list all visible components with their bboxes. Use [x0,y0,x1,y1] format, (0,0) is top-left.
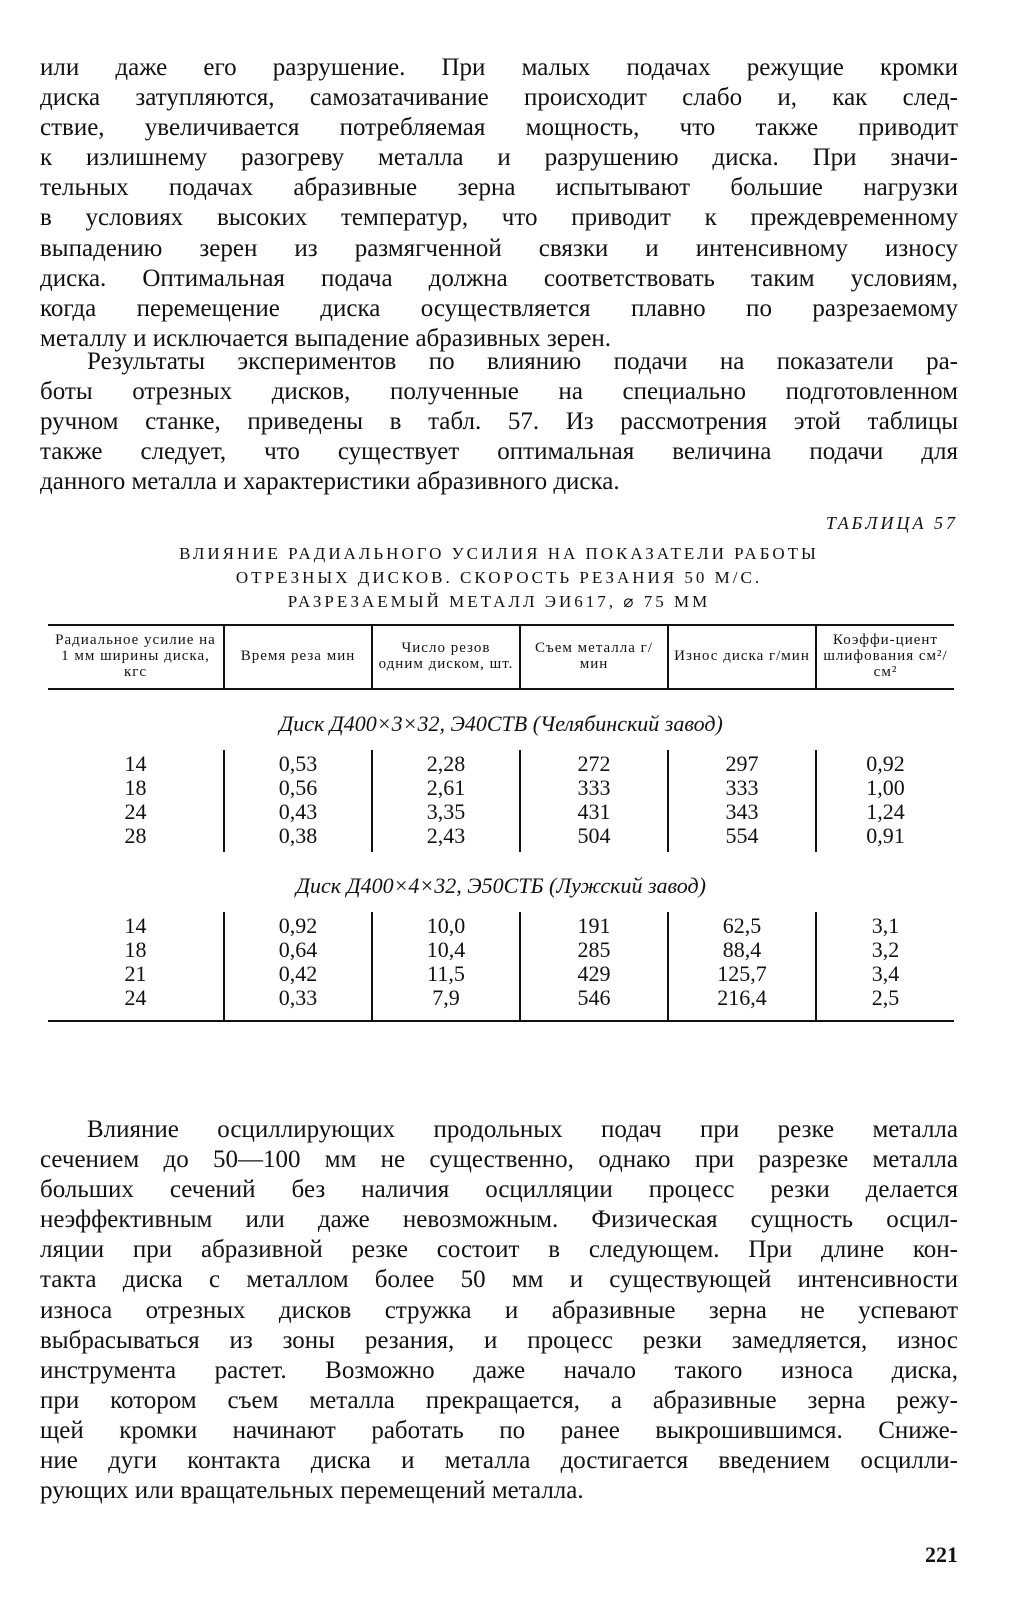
text-line: Результаты экспериментов по влиянию подачи на показатели ра- [87,348,958,375]
table-title [40,542,958,614]
column-header: Число резов одним диском, шт. [372,625,520,689]
table-cell: 125,7 [668,962,816,986]
table-cell: 285 [520,938,668,962]
paragraph-2 [40,347,958,497]
text-line: также следует, что существует оптимальная величина подачи для [40,438,958,466]
table-cell: 3,35 [372,800,520,824]
table-cell: 0,33 [224,986,372,1021]
text-line: больших сечений без наличия осцилляции процесс резки делается [40,1176,958,1204]
table-cell: 216,4 [668,986,816,1021]
text-line: данного металла и характеристики абразивного диска. [40,468,620,496]
text-line: диска. Оптимальная подача должна соответствовать таким условиям, [40,264,958,292]
table-cell: 2,61 [372,776,520,800]
column-header: Радиальное усилие на 1 мм ширины диска, кгс [48,625,224,689]
column-header: Износ диска г/мин [668,625,816,689]
text-line: ляции при абразивной резке состоит в следующем. При длине кон- [40,1236,958,1264]
text-line: износа отрезных дисков стружка и абразивные зерна не успевают [40,1296,958,1324]
table-cell: 2,28 [372,750,520,776]
table-cell: 333 [668,776,816,800]
table-cell: 0,92 [816,750,954,776]
table-cell: 431 [520,800,668,824]
table-cell: 554 [668,824,816,852]
text-line: к излишнему разогреву металла и разрушению диска. При значи- [40,144,958,172]
table-cell: 0,56 [224,776,372,800]
table-cell: 0,64 [224,938,372,962]
table-cell: 24 [124,799,147,824]
text-line: боты отрезных дисков, полученные на специально подготовленном [40,378,958,406]
data-table [48,624,954,1022]
table-cell: 429 [520,962,668,986]
table-cell: 0,42 [224,962,372,986]
text-line: в условиях высоких температур, что приводит к преждевременному [40,204,958,232]
table-header-row [48,625,954,689]
table-cell: 3,1 [816,912,954,938]
table-cell: 18 [124,937,147,962]
table-cell: 0,43 [224,800,372,824]
text-line: такта диска с металлом более 50 мм и существующей интенсивности [40,1266,958,1294]
text-line: ручном станке, приведены в табл. 57. Из рассмотрения этой таблицы [40,408,958,436]
table-row [48,962,954,986]
table-cell: 88,4 [668,938,816,962]
table-cell: 546 [520,986,668,1021]
table-cell: 7,9 [372,986,520,1021]
table-row [48,912,954,938]
column-header: Коэффи-циент шлифования см²/см² [816,625,954,689]
group-caption: Диск Д400×4×32, Э50СТБ (Лужский завод) [296,873,706,898]
paragraph-3 [40,1115,958,1506]
text-line: ствие, увеличивается потребляемая мощность, что также приводит [40,114,958,142]
table-cell: 191 [520,912,668,938]
table-title-line: ОТРЕЗНЫХ ДИСКОВ. СКОРОСТЬ РЕЗАНИЯ 50 М/С. [235,568,763,587]
table-cell: 0,92 [224,912,372,938]
text-line: ние дуги контакта диска и металла достигается введением осцилли- [40,1447,958,1475]
text-line: тельных подачах абразивные зерна испытывают большие нагрузки [40,174,958,202]
table-cell: 21 [124,961,147,986]
text-line: при котором съем металла прекращается, а абразивные зерна режу- [40,1386,958,1414]
table-cell: 10,4 [372,938,520,962]
table-cell: 14 [124,913,147,938]
table-row [48,776,954,800]
text-line: выбрасываться из зоны резания, и процесс резки замедляется, износ [40,1326,958,1354]
text-line: когда перемещение диска осуществляется плавно по разрезаемому [40,294,958,322]
table-cell: 1,00 [816,776,954,800]
column-header: Съем металла г/мин [520,625,668,689]
text-line: инструмента растет. Возможно даже начало такого износа диска, [40,1356,958,1384]
table-cell: 11,5 [372,962,520,986]
group-caption: Диск Д400×3×32, Э40СТВ (Челябинский завод) [279,711,723,736]
text-line: неэффективным или даже невозможным. Физическая сущность осцил- [40,1206,958,1234]
table-cell: 272 [520,750,668,776]
table-cell: 3,2 [816,938,954,962]
table-row [48,938,954,962]
table-title-line: РАЗРЕЗАЕМЫЙ МЕТАЛЛ ЭИ617, ⌀ 75 ММ [287,592,711,611]
table-cell: 0,91 [816,824,954,852]
table-cell: 28 [124,823,147,848]
table-group-1 [48,689,954,852]
text-line: рующих или вращательных перемещений металла. [40,1477,584,1505]
text-line: сечением до 50—100 мм не существенно, однако при разрезке металла [40,1146,958,1174]
text-line: Влияние осциллирующих продольных подач при резке металла [87,1116,958,1143]
table-cell: 10,0 [372,912,520,938]
table-cell: 18 [124,775,147,800]
table-cell: 2,43 [372,824,520,852]
table-cell: 1,24 [816,800,954,824]
table-cell: 3,4 [816,962,954,986]
table-cell: 333 [520,776,668,800]
table-cell: 14 [124,751,147,776]
text-line: щей кромки начинают работать по ранее выкрошившимся. Сниже- [40,1416,958,1444]
table-cell: 2,5 [816,986,954,1021]
paragraph-1 [40,53,958,354]
column-header: Время реза мин [224,625,372,689]
table-cell: 0,38 [224,824,372,852]
table-cell: 62,5 [668,912,816,938]
table-group-2 [48,852,954,1021]
table-row [48,824,954,852]
table-cell: 504 [520,824,668,852]
page-number: 221 [925,1542,958,1567]
table-label: ТАБЛИЦА 57 [825,513,958,533]
table-title-line: ВЛИЯНИЕ РАДИАЛЬНОГО УСИЛИЯ НА ПОКАЗАТЕЛИ РАБОТЫ [179,544,819,563]
text-line: или даже его разрушение. При малых подачах режущие кромки [40,54,958,81]
table-row [48,800,954,824]
table-row [48,750,954,776]
text-line: металлу и исключается выпадение абразивных зерен. [40,324,612,352]
table-cell: 0,53 [224,750,372,776]
text-line: выпадению зерен из размягченной связки и интенсивному износу [40,234,958,262]
table-row [48,986,954,1021]
text-line: диска затупляются, самозатачивание происходит слабо и, как след- [40,84,958,112]
table-cell: 343 [668,800,816,824]
table-cell: 24 [48,986,224,1021]
table-cell: 297 [668,750,816,776]
